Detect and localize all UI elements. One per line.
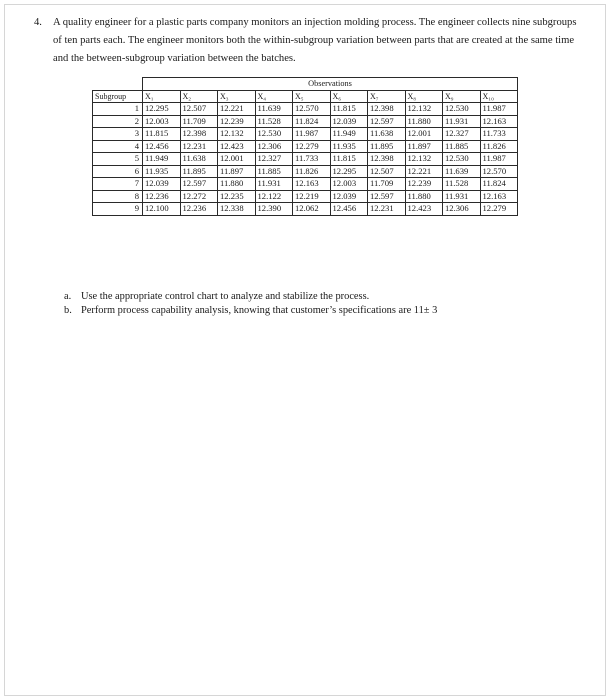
subgroup-cell: 9 — [93, 203, 143, 216]
table-row — [93, 103, 518, 116]
value-cell: 12.456 — [143, 140, 181, 153]
value-cell: 12.231 — [180, 140, 218, 153]
value-cell: 12.530 — [443, 153, 481, 166]
value-cell: 11.897 — [218, 165, 256, 178]
value-cell: 12.001 — [218, 153, 256, 166]
value-cell: 11.895 — [180, 165, 218, 178]
value-cell: 12.122 — [255, 190, 293, 203]
value-cell: 12.295 — [330, 165, 368, 178]
column-header: X₂ — [180, 90, 218, 103]
subgroup-cell: 2 — [93, 115, 143, 128]
value-cell: 12.132 — [405, 153, 443, 166]
value-cell: 12.100 — [143, 203, 181, 216]
value-cell: 11.826 — [480, 140, 518, 153]
value-cell: 12.039 — [330, 190, 368, 203]
column-header-row — [93, 90, 518, 103]
title-spacer-cell — [93, 78, 143, 91]
value-cell: 12.456 — [330, 203, 368, 216]
column-header: X₃ — [218, 90, 256, 103]
value-cell: 12.306 — [443, 203, 481, 216]
value-cell: 12.423 — [405, 203, 443, 216]
value-cell: 12.236 — [143, 190, 181, 203]
value-cell: 11.931 — [255, 178, 293, 191]
column-header: X₁₀ — [480, 90, 518, 103]
table-row — [93, 203, 518, 216]
value-cell: 12.295 — [143, 103, 181, 116]
value-cell: 11.638 — [180, 153, 218, 166]
question-text: A quality engineer for a plastic parts company monitors an injection molding process. The engineer collects nine subgroups of ten parts each. The engineer monitors both the within-subgroup variation between parts that are created at the same time and the between-subgroup variation between the batches. — [53, 17, 577, 64]
part-a — [64, 290, 564, 304]
value-cell: 12.039 — [330, 115, 368, 128]
value-cell: 11.885 — [255, 165, 293, 178]
question-parts — [64, 290, 564, 317]
value-cell: 11.880 — [405, 190, 443, 203]
value-cell: 11.826 — [293, 165, 331, 178]
value-cell: 12.597 — [180, 178, 218, 191]
value-cell: 12.272 — [180, 190, 218, 203]
value-cell: 11.897 — [405, 140, 443, 153]
value-cell: 11.639 — [255, 103, 293, 116]
value-cell: 11.880 — [405, 115, 443, 128]
value-cell: 12.132 — [218, 128, 256, 141]
subgroup-header: Subgroup — [93, 90, 143, 103]
value-cell: 11.709 — [180, 115, 218, 128]
value-cell: 12.597 — [368, 115, 406, 128]
value-cell: 12.001 — [405, 128, 443, 141]
value-cell: 12.398 — [180, 128, 218, 141]
value-cell: 12.003 — [330, 178, 368, 191]
value-cell: 11.987 — [480, 153, 518, 166]
part-label: b. — [64, 304, 72, 316]
table-row — [93, 115, 518, 128]
value-cell: 11.528 — [255, 115, 293, 128]
value-cell: 12.163 — [480, 115, 518, 128]
value-cell: 12.597 — [368, 190, 406, 203]
value-cell: 12.062 — [293, 203, 331, 216]
value-cell: 11.733 — [293, 153, 331, 166]
value-cell: 12.279 — [293, 140, 331, 153]
table-title: Observations — [143, 78, 518, 91]
table-body — [93, 103, 518, 216]
value-cell: 11.949 — [330, 128, 368, 141]
question-block — [34, 14, 579, 68]
value-cell: 12.235 — [218, 190, 256, 203]
table-row — [93, 190, 518, 203]
value-cell: 11.709 — [368, 178, 406, 191]
value-cell: 11.885 — [443, 140, 481, 153]
value-cell: 12.236 — [180, 203, 218, 216]
value-cell: 11.733 — [480, 128, 518, 141]
value-cell: 11.815 — [330, 103, 368, 116]
table-row — [93, 128, 518, 141]
value-cell: 11.638 — [368, 128, 406, 141]
value-cell: 11.949 — [143, 153, 181, 166]
value-cell: 11.935 — [330, 140, 368, 153]
value-cell: 11.987 — [293, 128, 331, 141]
value-cell: 11.895 — [368, 140, 406, 153]
table-title-row — [93, 78, 518, 91]
value-cell: 12.163 — [480, 190, 518, 203]
table-row — [93, 140, 518, 153]
value-cell: 12.338 — [218, 203, 256, 216]
value-cell: 11.931 — [443, 190, 481, 203]
subgroup-cell: 4 — [93, 140, 143, 153]
column-header: X₄ — [255, 90, 293, 103]
value-cell: 11.815 — [143, 128, 181, 141]
column-header: X₆ — [330, 90, 368, 103]
table-row — [93, 153, 518, 166]
value-cell: 12.306 — [255, 140, 293, 153]
column-header: X₇ — [368, 90, 406, 103]
subgroup-cell: 1 — [93, 103, 143, 116]
subgroup-cell: 8 — [93, 190, 143, 203]
part-text: Perform process capability analysis, knowing that customer’s specifications are 11± 3 — [81, 304, 438, 316]
value-cell: 12.219 — [293, 190, 331, 203]
value-cell: 12.423 — [218, 140, 256, 153]
column-header: X₁ — [143, 90, 181, 103]
value-cell: 12.530 — [443, 103, 481, 116]
column-header: X₉ — [443, 90, 481, 103]
value-cell: 12.003 — [143, 115, 181, 128]
table-row — [93, 165, 518, 178]
part-label: a. — [64, 291, 72, 302]
value-cell: 12.507 — [368, 165, 406, 178]
value-cell: 12.570 — [293, 103, 331, 116]
value-cell: 12.327 — [255, 153, 293, 166]
table-row — [93, 178, 518, 191]
value-cell: 11.639 — [443, 165, 481, 178]
value-cell: 11.987 — [480, 103, 518, 116]
value-cell: 12.163 — [293, 178, 331, 191]
subgroup-cell: 6 — [93, 165, 143, 178]
value-cell: 12.132 — [405, 103, 443, 116]
value-cell: 12.507 — [180, 103, 218, 116]
value-cell: 12.279 — [480, 203, 518, 216]
value-cell: 11.880 — [218, 178, 256, 191]
part-text: Use the appropriate control chart to analyze and stabilize the process. — [81, 291, 370, 302]
value-cell: 12.239 — [218, 115, 256, 128]
value-cell: 12.039 — [143, 178, 181, 191]
observations-table — [92, 77, 518, 216]
question-number: 4. — [34, 17, 42, 28]
value-cell: 12.398 — [368, 153, 406, 166]
value-cell: 12.239 — [405, 178, 443, 191]
value-cell: 12.231 — [368, 203, 406, 216]
value-cell: 12.327 — [443, 128, 481, 141]
value-cell: 12.570 — [480, 165, 518, 178]
value-cell: 12.221 — [218, 103, 256, 116]
value-cell: 11.824 — [293, 115, 331, 128]
value-cell: 11.528 — [443, 178, 481, 191]
subgroup-cell: 7 — [93, 178, 143, 191]
value-cell: 11.935 — [143, 165, 181, 178]
value-cell: 12.530 — [255, 128, 293, 141]
value-cell: 12.390 — [255, 203, 293, 216]
value-cell: 11.815 — [330, 153, 368, 166]
part-b — [64, 304, 564, 318]
column-header: X₈ — [405, 90, 443, 103]
column-header: X₅ — [293, 90, 331, 103]
subgroup-cell: 3 — [93, 128, 143, 141]
value-cell: 12.221 — [405, 165, 443, 178]
subgroup-cell: 5 — [93, 153, 143, 166]
value-cell: 11.931 — [443, 115, 481, 128]
value-cell: 11.824 — [480, 178, 518, 191]
value-cell: 12.398 — [368, 103, 406, 116]
